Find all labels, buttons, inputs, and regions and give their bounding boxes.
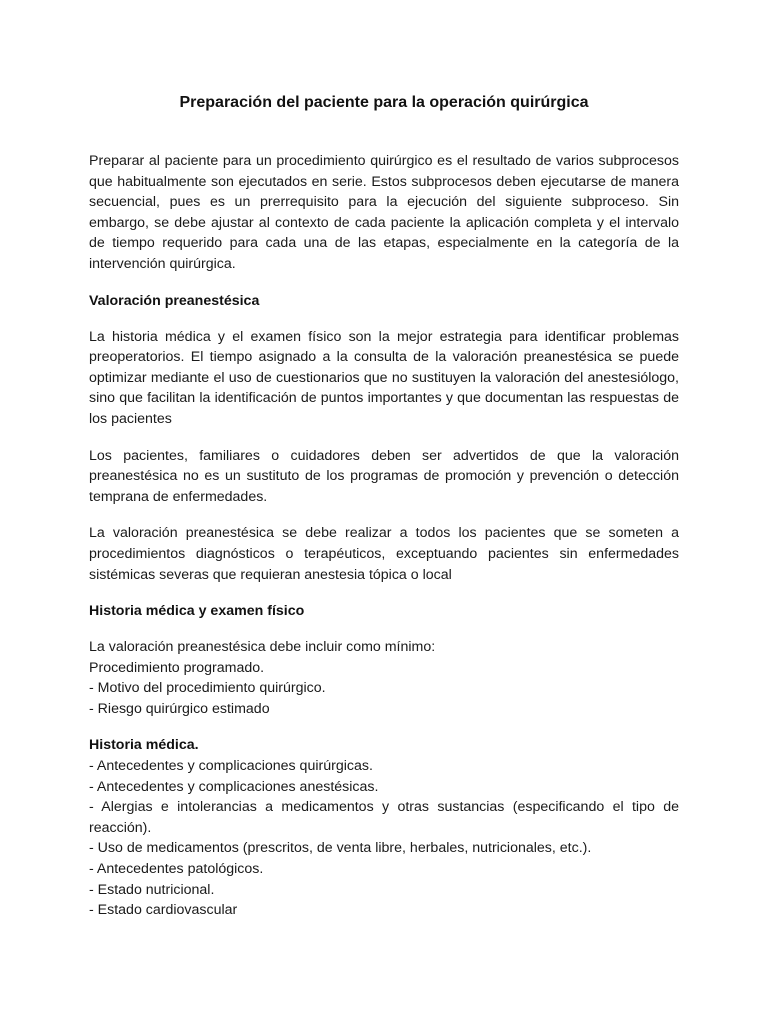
section-heading-historia-medica: Historia médica. xyxy=(89,737,199,754)
section-heading-historia-examen: Historia médica y examen físico xyxy=(89,603,305,620)
list-item: - Estado nutricional. xyxy=(89,881,215,898)
list-item: - Estado cardiovascular xyxy=(89,902,238,919)
list-item: - Antecedentes y complicaciones anestésicas. xyxy=(89,778,379,795)
valoracion-paragraph-2: Los pacientes, familiares o cuidadores deben ser advertidos de que la valoración preanestésica no es un sustituto de los programas de promoción y prevención o detección temprana de enfermedades. xyxy=(89,447,679,505)
list-item: La valoración preanestésica debe incluir como mínimo: xyxy=(89,639,436,656)
list-item: - Riesgo quirúrgico estimado xyxy=(89,700,270,717)
list-item: - Antecedentes y complicaciones quirúrgicas. xyxy=(89,758,373,775)
list-item: - Antecedentes patológicos. xyxy=(89,861,264,878)
list-item: - Alergias e intolerancias a medicamentos y otras sustancias (especificando el tipo de reacción). xyxy=(89,799,679,836)
valoracion-paragraph-1: La historia médica y el examen físico son la mejor estrategia para identificar problemas preoperatorios. El tiempo asignado a la consulta de la valoración preanestésica se puede optimizar mediante el uso de cuestionarios que no sustituyen la valoración del anestesiólogo, sino que facilitan la identificación de puntos importantes y que documentan las respuestas de los pacientes xyxy=(89,328,679,427)
intro-paragraph: Preparar al paciente para un procedimiento quirúrgico es el resultado de varios subprocesos que habitualmente son ejecutados en serie. Estos subprocesos deben ejecutarse de manera secuencial, pues es un prerrequisito para la ejecución del siguiente subproceso. Sin embargo, se debe ajustar al contexto de cada paciente la aplicación completa y el intervalo de tiempo requerido para cada una de las etapas, especialmente en la categoría de la intervención quirúrgica. xyxy=(89,153,679,272)
list-item: - Uso de medicamentos (prescritos, de venta libre, herbales, nutricionales, etc.). xyxy=(89,840,592,857)
list-item: - Motivo del procedimiento quirúrgico. xyxy=(89,680,326,697)
historia-medica-list xyxy=(89,735,679,920)
historia-examen-list xyxy=(89,637,679,719)
valoracion-paragraph-3: La valoración preanestésica se debe realizar a todos los pacientes que se someten a procedimientos diagnósticos o terapéuticos, exceptuando pacientes sin enfermedades sistémicas severas que requieran anestesia tópica o local xyxy=(89,525,679,583)
list-item: Procedimiento programado. xyxy=(89,659,265,676)
document-title: Preparación del paciente para la operación quirúrgica xyxy=(179,94,589,111)
section-heading-valoracion: Valoración preanestésica xyxy=(89,292,260,309)
